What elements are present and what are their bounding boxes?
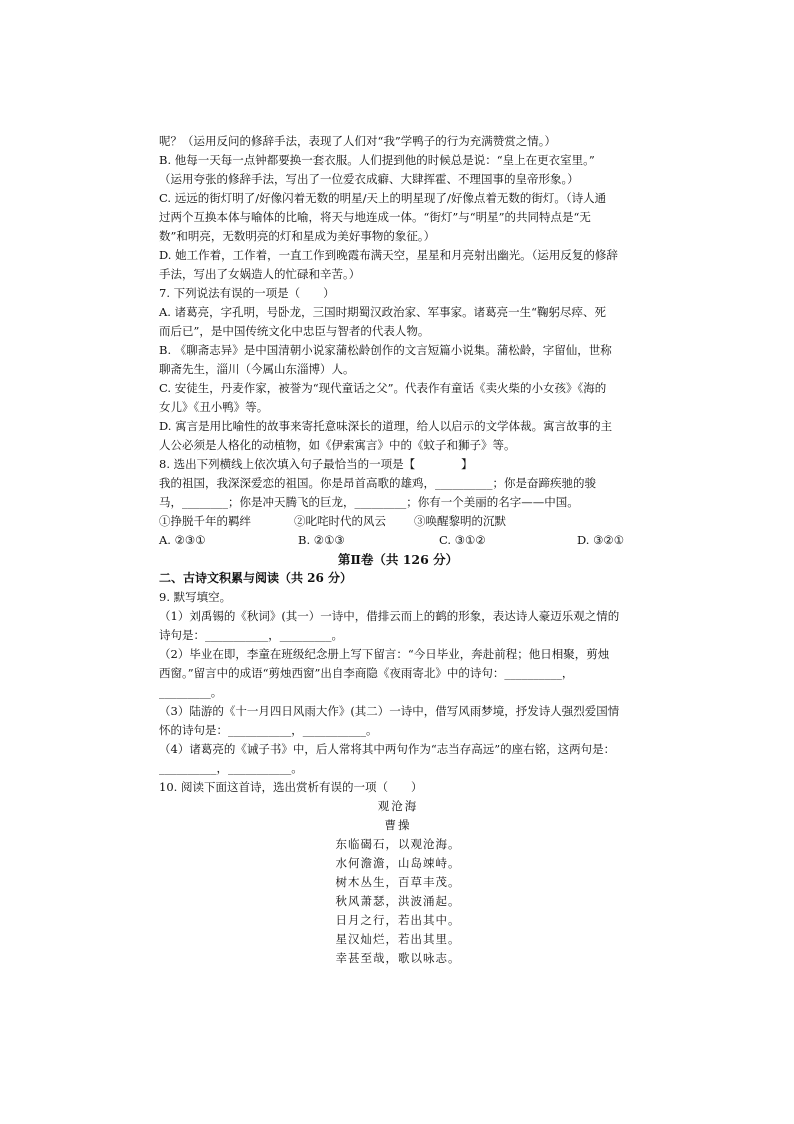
- q8-phrase-1: ①挣脱千年的羁绊: [159, 514, 251, 528]
- q7-option-c-line1: C. 安徒生，丹麦作家，被誉为“现代童话之父”。代表作有童话《卖火柴的小女孩》《海的: [159, 381, 607, 395]
- q9-item1-line1: （1）刘禹锡的《秋词》(其一）一诗中，借排云而上的鹤的形象，表达诗人豪迈乐观之情的: [159, 609, 620, 623]
- q9-stem: 9. 默写填空。: [159, 590, 232, 604]
- q8-option-c: C. ③①②: [439, 533, 486, 547]
- q6-option-c-line3: 数”和明亮，无数明亮的灯和星成为美好事物的象征。）: [159, 229, 436, 243]
- q9-item3-line1: （3）陆游的《十一月四日风雨大作》(其二）一诗中，借写风雨梦境，抒发诗人强烈爱国情: [159, 704, 620, 718]
- q9-item1-line2: 诗句是：___________，_________。: [159, 628, 343, 642]
- q7-option-c-line2: 女儿》《丑小鸭》等。: [159, 400, 269, 414]
- q9-item4-line1: （4）诸葛亮的《诫子书》中，后人常将其中两句作为“志当存高远”的座右铭，这两句是：: [159, 742, 616, 756]
- q6-option-d-line2: 手法，写出了女娲造人的忙碌和辛苦。）: [159, 267, 361, 281]
- poem-line: 水何澹澹，山岛竦峙。: [335, 856, 461, 870]
- q8-options: [159, 531, 637, 550]
- poem-author: 曹操: [384, 818, 412, 832]
- q8-option-d: D. ③②①: [577, 533, 625, 547]
- q7-option-d-line1: D. 寓言是用比喻性的故事来寄托意味深长的道理，给人以启示的文学体裁。寓言故事的主: [159, 419, 613, 433]
- q7-stem: 7. 下列说法有误的一项是（ ）: [159, 286, 335, 300]
- q9-item2-line2: 西窗。”留言中的成语“剪烛西窗”出自李商隐《夜雨寄北》中的诗句：__________，: [159, 666, 574, 680]
- exam-content: [159, 132, 637, 968]
- q6-option-c-line2: 过两个互换本体与喻体的比喻，将天与地连成一体。“街灯”与“明星”的共同特点是“无: [159, 210, 591, 224]
- poem: [159, 797, 637, 968]
- part-2-title: 第Ⅱ卷（共 126 分）: [337, 552, 459, 567]
- poem-line: 日月之行，若出其中。: [335, 913, 461, 927]
- q7-option-d-line2: 人公必须是人格化的动植物，如《伊索寓言》中的《蚊子和狮子》等。: [159, 438, 516, 452]
- poem-line: 树木丛生，百草丰茂。: [335, 875, 461, 889]
- section-heading: 二、古诗文积累与阅读（共 26 分）: [159, 571, 353, 585]
- q8-option-b: B. ②①③: [298, 533, 345, 547]
- q10-stem: 10. 阅读下面这首诗，选出赏析有误的一项（ ）: [159, 780, 423, 794]
- q7-option-b-line2: 聊斋先生，淄川（今属山东淄博）人。: [159, 362, 355, 376]
- q8-phrase-2: ②叱咤时代的风云: [294, 514, 386, 528]
- q7-option-a-line1: A. 诸葛亮，字孔明，号卧龙，三国时期蜀汉政治家、军事家。诸葛亮一生“鞠躬尽瘁、死: [159, 305, 606, 319]
- q6-option-c-line1: C. 远远的街灯明了/好像闪着无数的明星/天上的明星现了/好像点着无数的街灯。（诗人通: [159, 191, 607, 205]
- q8-phrase-3: ③唤醒黎明的沉默: [414, 514, 506, 528]
- poem-line: 星汉灿烂，若出其里。: [335, 932, 461, 946]
- q8-sentence-line1: 我的祖国，我深深爱恋的祖国。你是昂首高歌的雄鸡，__________；你是奋蹄疾驰的骏: [159, 476, 596, 490]
- q9-item2-line3: _________。: [159, 685, 223, 699]
- poem-line: 秋风萧瑟，洪波涌起。: [335, 894, 461, 908]
- q9-item3-line2: 怀的诗句是：___________，___________。: [159, 723, 378, 737]
- q8-sentence-line2: 马，________；你是冲天腾飞的巨龙，_________；你有一个美丽的名字——中国。: [159, 495, 579, 509]
- q8-option-a: A. ②③①: [159, 533, 206, 547]
- q6-option-d-line1: D. 她工作着，工作着，一直工作到晚霞布满天空，星星和月亮射出幽光。（运用反复的修辞: [159, 248, 618, 262]
- q6-option-a-cont: 呢？（运用反问的修辞手法，表现了人们对“我”学鸭子的行为充满赞赏之情。）: [159, 134, 557, 148]
- q8-stem: 8. 选出下列横线上依次填入句子最恰当的一项是【 】: [159, 457, 473, 471]
- poem-line: 幸甚至哉，歌以咏志。: [335, 951, 461, 965]
- q6-option-b-line2: （运用夸张的修辞手法，写出了一位爱衣成癖、大肆挥霍、不理国事的皇帝形象。）: [159, 172, 579, 186]
- q6-option-b-line1: B. 他每一天每一点钟都要换一套衣服。人们提到他的时候总是说：“皇上在更衣室里。”: [159, 153, 595, 167]
- q9-item2-line1: （2）毕业在即，李童在班级纪念册上写下留言：“今日毕业，奔赴前程；他日相聚，剪烛: [159, 647, 610, 661]
- q7-option-a-line2: 而后已”，是中国传统文化中忠臣与智者的代表人物。: [159, 324, 430, 338]
- q7-option-b-line1: B. 《聊斋志异》是中国清朝小说家蒲松龄创作的文言短篇小说集。蒲松龄，字留仙，世称: [159, 343, 612, 357]
- q9-item4-line2: __________，___________。: [159, 761, 303, 775]
- poem-title: 观沧海: [377, 799, 419, 813]
- poem-line: 东临碣石，以观沧海。: [335, 837, 461, 851]
- q8-phrases: [159, 512, 637, 531]
